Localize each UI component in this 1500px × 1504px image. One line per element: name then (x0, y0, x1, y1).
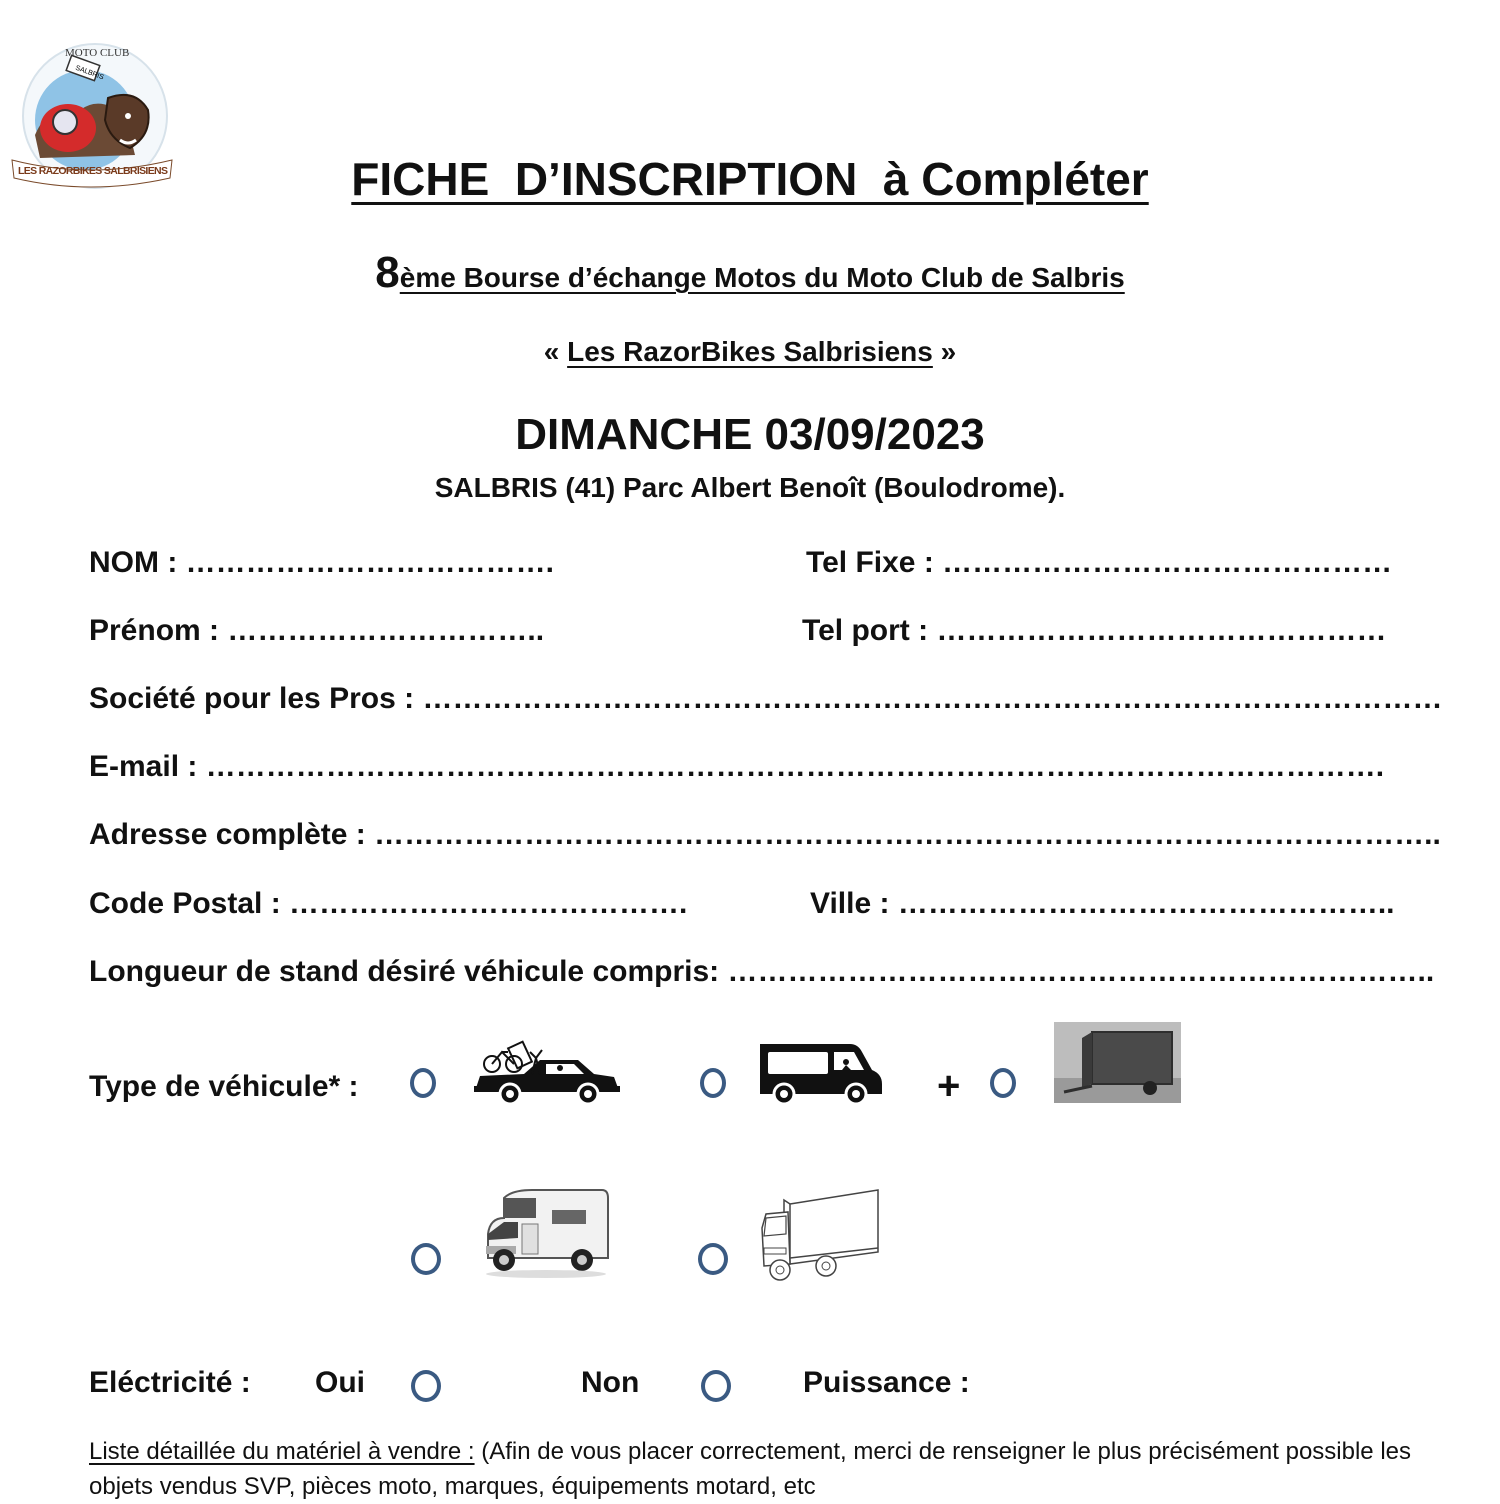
email-field[interactable] (89, 750, 1384, 784)
adresse-field[interactable] (89, 818, 1441, 852)
electricite-oui-radio[interactable] (411, 1370, 441, 1402)
tel-port-dots: ……………………………………… (936, 614, 1387, 647)
page-title (0, 152, 1500, 206)
tel-fixe-label: Tel Fixe : (806, 546, 943, 579)
svg-text:LES RAZORBIKES SALBRISIENS: LES RAZORBIKES SALBRISIENS (18, 165, 168, 177)
tel-fixe-dots: ……………………………………… (942, 546, 1393, 579)
vehicle-radio-truck[interactable] (698, 1243, 728, 1275)
event-subtitle (0, 248, 1500, 298)
code-postal-field[interactable] (89, 887, 687, 921)
code-postal-dots: …………………………………. (289, 887, 688, 920)
liste-text: (Afin de vous placer correctement, merci de renseigner le plus précisément possible les objets vendus SVP, pièces moto, marques, équipements motard, etc (89, 1438, 1411, 1500)
ville-dots: ………………………………………….. (897, 887, 1395, 920)
tel-port-field[interactable] (802, 614, 1386, 648)
vehicle-radio-car[interactable] (410, 1068, 436, 1098)
prenom-dots: ………………………….. (227, 614, 545, 647)
svg-text:SALBRIS: SALBRIS (74, 64, 105, 82)
societe-label: Société pour les Pros : (89, 682, 423, 715)
page-title-text: FICHE D’INSCRIPTION à Compléter (351, 153, 1149, 205)
vehicle-radio-van[interactable] (700, 1068, 726, 1098)
camper-van-icon (482, 1188, 610, 1278)
car-with-luggage-icon (474, 1030, 620, 1106)
vehicle-radio-trailer[interactable] (990, 1068, 1016, 1098)
longueur-dots: …………………………………………………………….. (727, 955, 1435, 988)
truck-icon (760, 1188, 882, 1284)
edition-number: 8 (375, 248, 400, 297)
nom-label: NOM : (89, 546, 186, 579)
electricite-label: Eléctricité : (89, 1366, 251, 1399)
svg-text:MOTO CLUB: MOTO CLUB (65, 47, 130, 59)
quote-close: » (932, 336, 957, 367)
adresse-dots: …………………………………………………………………………………………….. (374, 818, 1441, 851)
societe-field[interactable] (89, 682, 1442, 716)
event-name: ème Bourse d’échange Motos du Moto Club de Salbris (399, 262, 1125, 293)
club-name-line (0, 336, 1500, 368)
event-location: SALBRIS (41) Parc Albert Benoît (Boulodrome). (434, 472, 1066, 503)
tel-fixe-field[interactable] (806, 546, 1392, 580)
electricite-non-radio[interactable] (701, 1370, 731, 1402)
ville-field[interactable] (810, 887, 1395, 921)
club-name: Les RazorBikes Salbrisiens (567, 336, 933, 367)
longueur-field[interactable] (89, 955, 1434, 989)
societe-dots: ………………………………………………………………………………………… (422, 682, 1443, 715)
van-icon (758, 1040, 884, 1106)
prenom-field[interactable] (89, 614, 544, 648)
plus-sign: + (937, 1064, 961, 1108)
oui-label: Oui (315, 1366, 365, 1399)
code-postal-label: Code Postal : (89, 887, 290, 920)
adresse-label: Adresse complète : (89, 818, 375, 851)
email-dots: ………………………………………………………………………………………………………. (205, 750, 1385, 783)
type-vehicule-label: Type de véhicule* : (89, 1070, 359, 1103)
ville-label: Ville : (810, 887, 898, 920)
email-label: E-mail : (89, 750, 206, 783)
liste-label: Liste détaillée du matériel à vendre : (89, 1438, 475, 1465)
quote-open: « (543, 336, 568, 367)
non-label: Non (581, 1366, 640, 1399)
prenom-label: Prénom : (89, 614, 228, 647)
trailer-icon (1054, 1022, 1181, 1103)
longueur-label: Longueur de stand désiré véhicule compris: (89, 955, 728, 988)
nom-dots: ………………………………. (185, 546, 554, 579)
nom-field[interactable] (89, 546, 554, 580)
materiel-list-instructions (89, 1434, 1469, 1504)
vehicle-radio-camper[interactable] (411, 1243, 441, 1275)
event-date: DIMANCHE 03/09/2023 (515, 410, 985, 459)
puissance-field[interactable]: Puissance : (803, 1366, 970, 1399)
tel-port-label: Tel port : (802, 614, 937, 647)
